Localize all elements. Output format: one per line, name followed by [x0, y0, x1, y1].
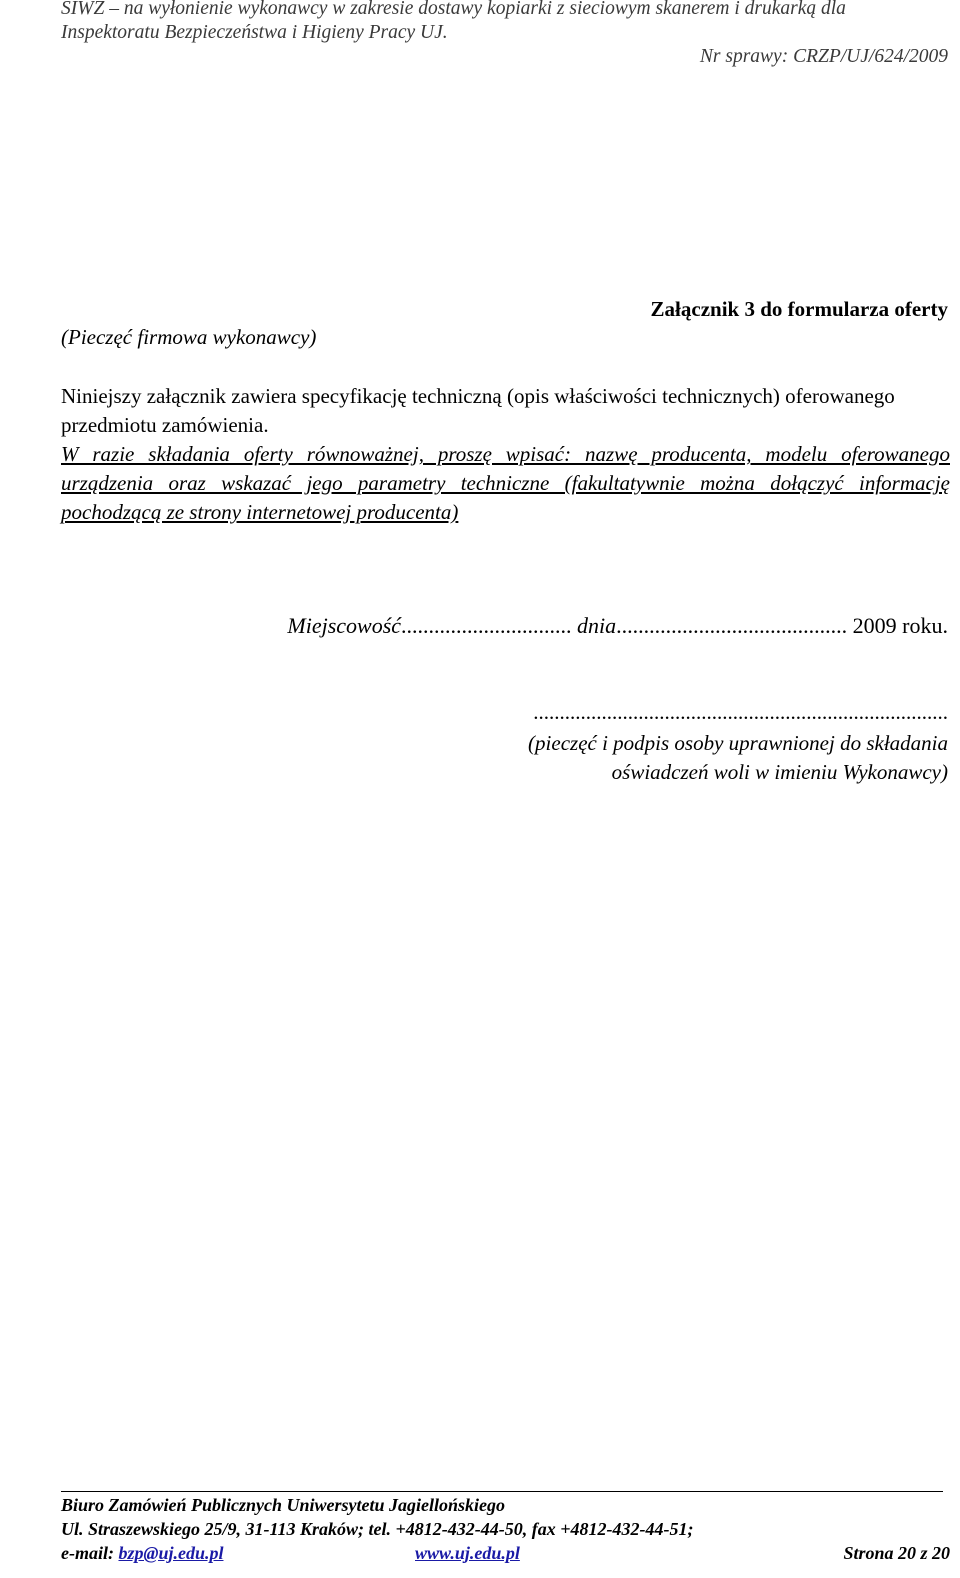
email-link[interactable]: bzp@uj.edu.pl	[118, 1543, 224, 1563]
intro-paragraph: Niniejszy załącznik zawiera specyfikację techniczną (opis właściwości technicznych) oferowanego przedmiotu zamówienia.	[61, 384, 895, 437]
place-date-line	[287, 613, 948, 639]
email-label: e-mail:	[61, 1543, 119, 1563]
footer-email-block	[61, 1543, 223, 1564]
footer-address: Ul. Straszewskiego 25/9, 31-113 Kraków; tel. +4812-432-44-50, fax +4812-432-44-51;	[61, 1519, 694, 1539]
footer-organization: Biuro Zamówień Publicznych Uniwersytetu Jagiellońskiego	[61, 1495, 506, 1515]
place-dots: ...............................	[401, 613, 572, 638]
header-title-line-2: Inspektoratu Bezpieczeństwa i Higieny Pracy UJ.	[61, 22, 448, 43]
footer-divider	[61, 1491, 943, 1492]
date-dots: ..........................................	[616, 613, 848, 638]
website-link[interactable]: www.uj.edu.pl	[415, 1543, 520, 1563]
year-text: 2009 roku.	[852, 613, 948, 638]
page-number: Strona 20 z 20	[843, 1543, 950, 1563]
date-label: dnia	[577, 613, 617, 638]
header-title-line-1: SIWZ – na wyłonienie wykonawcy w zakresie dostawy kopiarki z sieciowym skanerem i drukarką dla	[61, 0, 846, 19]
attachment-title: Załącznik 3 do formularza oferty	[650, 297, 948, 321]
place-label: Miejscowość	[287, 613, 402, 638]
signature-caption: (pieczęć i podpis osoby uprawnionej do składania oświadczeń woli w imieniu Wykonawcy)	[528, 731, 948, 784]
company-stamp-label: (Pieczęć firmowa wykonawcy)	[61, 325, 317, 349]
signature-dots: ...............................................................................	[533, 700, 948, 724]
equivalent-offer-instruction: W razie składania oferty równoważnej, proszę wpisać: nazwę producenta, modelu oferowanego urządzenia oraz wskazać jego parametry techniczne (fakultatywnie można dołączyć informację pochodzącą ze strony internetowej producenta)	[61, 442, 950, 524]
case-number: Nr sprawy: CRZP/UJ/624/2009	[699, 46, 948, 67]
